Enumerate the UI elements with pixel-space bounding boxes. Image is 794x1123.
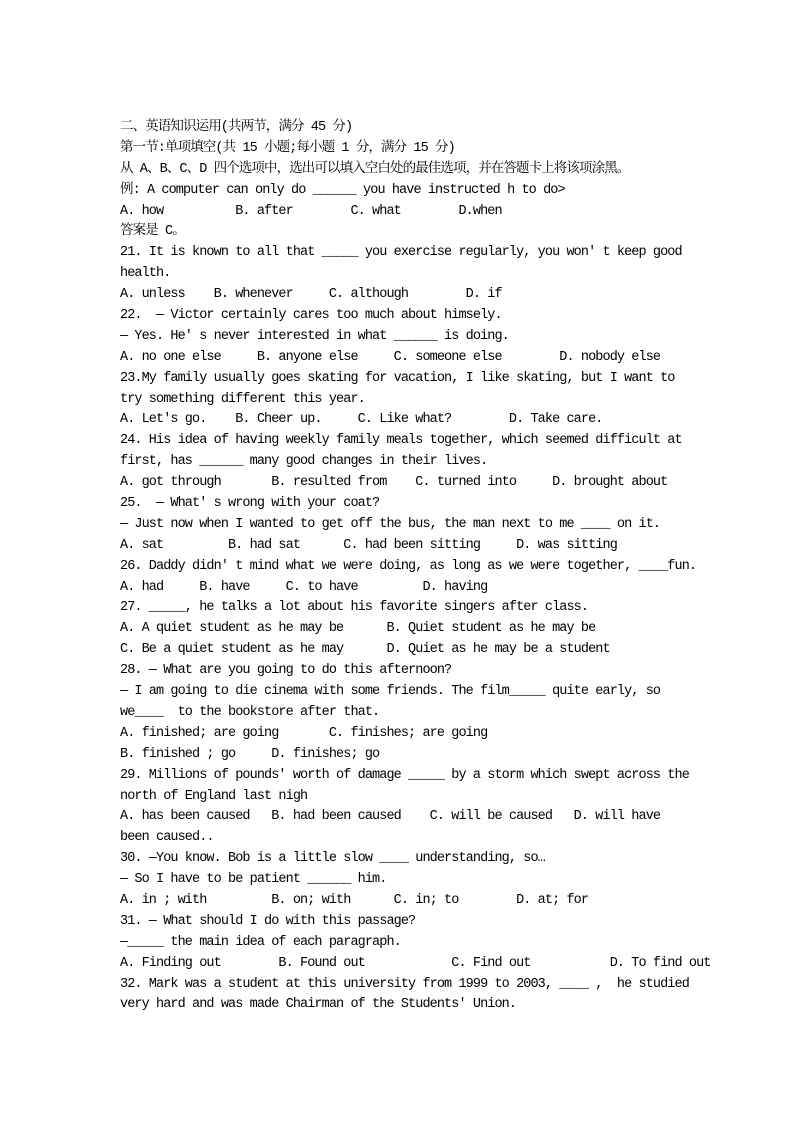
question-22-cont: — Yes. He' s never interested in what ______ is doing. xyxy=(120,328,509,344)
question-31-cont: —_____ the main idea of each paragraph. xyxy=(120,934,401,950)
question-23-options: A. Let's go. B. Cheer up. C. Like what? D. Take care. xyxy=(120,412,603,428)
question-27: 27. _____, he talks a lot about his favorite singers after class. xyxy=(120,600,589,616)
question-30: 30. —You know. Bob is a little slow ____ understanding, so… xyxy=(120,851,545,867)
question-31-options: A. Finding out B. Found out C. Find out D. To find out xyxy=(120,955,711,971)
question-27-options-ab: A. A quiet student as he may be B. Quiet student as he may be xyxy=(120,621,596,637)
question-23: 23.My family usually goes skating for vacation, I like skating, but I want to xyxy=(120,370,675,386)
question-29: 29. Millions of pounds' worth of damage _____ by a storm which swept across the xyxy=(120,767,689,783)
question-25-cont: — Just now when I wanted to get off the bus, the man next to me ____ on it. xyxy=(120,516,661,532)
question-28-options-bd: B. finished ; go D. finishes; go xyxy=(120,746,380,762)
question-28: 28. — What are you going to do this afternoon? xyxy=(120,663,452,679)
question-29-options-cont: been caused.. xyxy=(120,830,214,846)
question-32-cont: very hard and was made Chairman of the Students' Union. xyxy=(120,997,517,1013)
question-29-options: A. has been caused B. had been caused C. will be caused D. will have xyxy=(120,809,661,825)
question-21: 21. It is known to all that _____ you exercise regularly, you won' t keep good xyxy=(120,245,682,261)
question-26-options: A. had B. have C. to have D. having xyxy=(120,579,488,595)
exam-text-body xyxy=(120,118,720,1016)
section-heading: 二、英语知识运用(共两节，满分 45 分) xyxy=(120,120,353,135)
question-28-options-ac: A. finished; are going C. finishes; are going xyxy=(120,725,488,741)
question-22-options: A. no one else B. anyone else C. someone else D. nobody else xyxy=(120,349,661,365)
example-options: A. how B. after C. what D.when xyxy=(120,203,502,219)
question-25: 25. — What' s wrong with your coat? xyxy=(120,496,380,512)
question-26: 26. Daddy didn' t mind what we were doing, as long as we were together, ____fun. xyxy=(120,558,697,574)
question-31: 31. — What should I do with this passage? xyxy=(120,913,416,929)
question-21-options: A. unless B. whenever C. although D. if xyxy=(120,287,502,303)
question-30-options: A. in ; with B. on; with C. in; to D. at; for xyxy=(120,892,589,908)
question-24-cont: first, has ______ many good changes in their lives. xyxy=(120,454,488,470)
question-23-cont: try something different this year. xyxy=(120,391,365,407)
question-22: 22. — Victor certainly cares too much about himsely. xyxy=(120,308,502,324)
instructions: 从 A、B、C、D 四个选项中，选出可以填入空白处的最佳选项，并在答题卡上将该项涂黑。 xyxy=(120,161,630,177)
question-30-cont: — So I have to be patient ______ him. xyxy=(120,872,387,888)
example-answer: 答案是 C。 xyxy=(120,224,185,240)
question-24: 24. His idea of having weekly family meals together, which seemed difficult at xyxy=(120,433,682,449)
question-21-cont: health. xyxy=(120,266,171,282)
question-27-options-cd: C. Be a quiet student as he may D. Quiet as he may be a student xyxy=(120,642,610,658)
question-29-cont: north of England last nigh xyxy=(120,788,308,804)
question-24-options: A. got through B. resulted from C. turned into D. brought about xyxy=(120,475,668,491)
example-prompt: 例: A computer can only do ______ you have instructed h to do> xyxy=(120,182,565,198)
question-28-cont2: we____ to the bookstore after that. xyxy=(120,704,380,720)
question-28-cont: — I am going to die cinema with some friends. The film_____ quite early, so xyxy=(120,684,661,700)
question-25-options: A. sat B. had sat C. had been sitting D. was sitting xyxy=(120,537,617,553)
section-subheading: 第一节:单项填空(共 15 小题;每小题 1 分，满分 15 分) xyxy=(120,140,455,156)
question-32: 32. Mark was a student at this university from 1999 to 2003, ____ , he studied xyxy=(120,976,689,992)
